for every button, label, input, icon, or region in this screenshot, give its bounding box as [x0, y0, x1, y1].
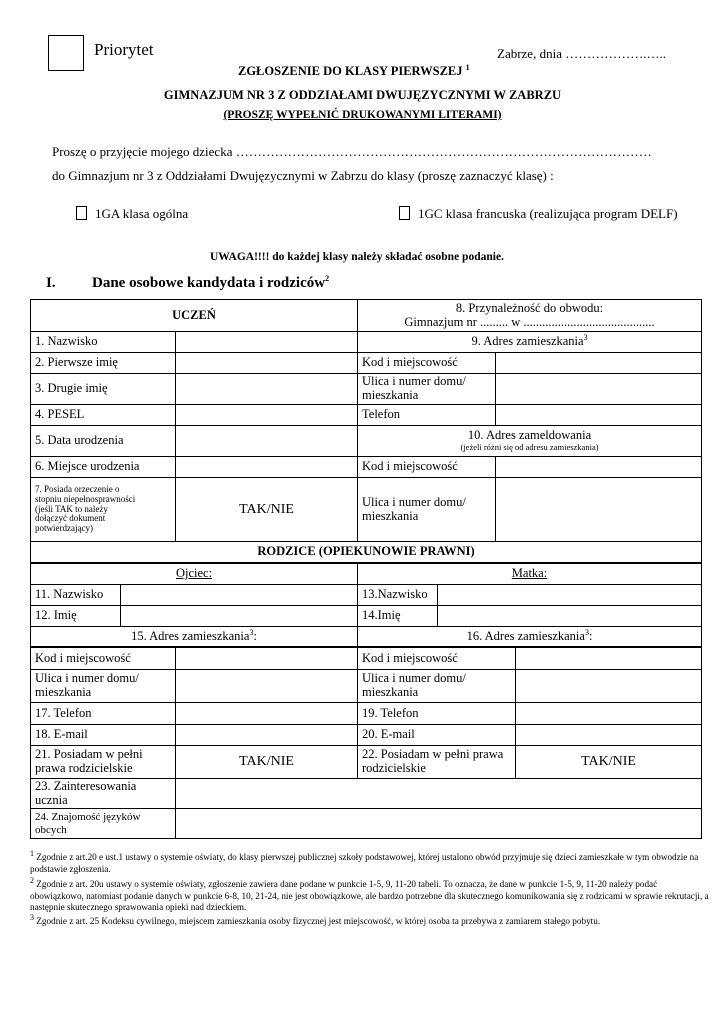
street-label-2: Ulica i numer domu/ mieszkania — [358, 478, 496, 542]
birth-date-input[interactable] — [176, 426, 358, 457]
father-surname-input[interactable] — [121, 585, 358, 606]
mother-surname-label: 13.Nazwisko — [358, 585, 438, 606]
street-input[interactable] — [496, 374, 702, 405]
warning-text: UWAGA!!!! do każdej klasy należy składać osobne podanie. — [210, 251, 504, 263]
surname-label: 1. Nazwisko — [31, 332, 176, 353]
priority-label: Priorytet — [94, 40, 154, 59]
footnote-2: $^2$ Zgodnie z art. 20u ustawy o systemie oświaty, zgłoszenie zawiera dane podane w punkcie 1-5, 9, 11-20 tabeli. To oznacza, że dane w punkcie 1-5, 9, 11-20 należy podać obowiązkowo, natomiast podanie danych w punkcie 6-8, 10, 21-24, nie jest obowiązkowe, ale bardzo potrzebne dla skutecznego komunikowania się z rodzicami w sprawie rekrutacji, a następnie skutecznego sprawowania opieki nad dzieckiem. — [30, 875, 709, 912]
mother-postal-input[interactable] — [516, 648, 702, 670]
postal-city-label-2: Kod i miejscowość — [358, 457, 496, 478]
mother-street-label: Ulica i numer domu/ mieszkania — [358, 670, 516, 703]
father-street-input[interactable] — [176, 670, 358, 703]
option-1gc[interactable]: 1GC klasa francuska (realizująca program DELF) — [399, 206, 678, 222]
birth-place-label: 6. Miejsce urodzenia — [31, 457, 176, 478]
registration-address-header: 10. Adres zameldowania (jeżeli różni się od adresu zamieszkania) — [358, 426, 702, 457]
postal-city-input-2[interactable] — [496, 457, 702, 478]
option-1ga[interactable]: 1GA klasa ogólna — [76, 206, 188, 222]
father-postal-input[interactable] — [176, 648, 358, 670]
mother-phone-input[interactable] — [516, 703, 702, 725]
postal-city-input[interactable] — [496, 353, 702, 374]
district-cell[interactable]: 8. Przynależność do obwodu: Gimnazjum nr ......... w .......................................... — [358, 300, 702, 332]
mother-rights-yes-no[interactable]: TAK/NIE — [516, 746, 702, 779]
mother-rights-label: 22. Posiadam w pełni prawa rodzicielskie — [358, 746, 516, 779]
section-number: I. — [46, 275, 56, 291]
form-title: ZGŁOSZENIE DO KLASY PIERWSZEJ $^1$ — [238, 62, 470, 78]
first-name-input[interactable] — [176, 353, 358, 374]
father-header: Ojciec: — [31, 564, 358, 585]
father-surname-label: 11. Nazwisko — [31, 585, 121, 606]
section-title: Dane osobowe kandydata i rodziców$^2$ — [92, 274, 330, 291]
footnote-3: $^3$ Zgodnie z art. 25 Kodeksu cywilnego, miejscem zamieszkania osoby fizycznej jest miejscowość, w której osoba ta przebywa z zamiarem stałego pobytu. — [30, 912, 601, 926]
father-name-label: 12. Imię — [31, 606, 121, 627]
mother-address-header: 16. Adres zamieszkania$^3$: — [358, 627, 702, 647]
phone-input[interactable] — [496, 405, 702, 426]
pesel-input[interactable] — [176, 405, 358, 426]
child-admission-line: Proszę o przyjęcie mojego dziecka …………………………………………………………………………………… — [52, 144, 652, 159]
birth-place-input[interactable] — [176, 457, 358, 478]
student-header: UCZEŃ — [31, 300, 358, 332]
mother-name-label: 14.Imię — [358, 606, 438, 627]
mother-name-input[interactable] — [438, 606, 702, 627]
residence-address-header: 9. Adres zamieszkania$^3$ — [358, 332, 702, 353]
father-rights-yes-no[interactable]: TAK/NIE — [176, 746, 358, 779]
father-street-label: Ulica i numer domu/ mieszkania — [31, 670, 176, 703]
instruction-title: (PROSZĘ WYPEŁNIĆ DRUKOWANYMI LITERAMI) — [223, 109, 502, 121]
mother-email-label: 20. E-mail — [358, 725, 516, 746]
father-email-input[interactable] — [176, 725, 358, 746]
father-rights-label: 21. Posiadam w pełni prawa rodzicielskie — [31, 746, 176, 779]
checkbox-1ga[interactable] — [76, 206, 87, 220]
father-phone-label: 17. Telefon — [31, 703, 176, 725]
first-name-label: 2. Pierwsze imię — [31, 353, 176, 374]
street-input-2[interactable] — [496, 478, 702, 542]
disability-yes-no[interactable]: TAK/NIE — [176, 478, 358, 542]
father-name-input[interactable] — [121, 606, 358, 627]
mother-header: Matka: — [358, 564, 702, 585]
footnote-1: $^1$ Zgodnie z art.20 e ust.1 ustawy o systemie oświaty, do klasy pierwszej publicznej szkoły podstawowej, której ustalono obwód przyjmuje się dzieci zamieszkałe w tym obwodzie na podstawie zgłoszenia. — [30, 848, 699, 874]
mother-surname-input[interactable] — [438, 585, 702, 606]
father-phone-input[interactable] — [176, 703, 358, 725]
surname-input[interactable] — [176, 332, 358, 353]
school-title: GIMNAZJUM NR 3 Z ODDZIAŁAMI DWUJĘZYCZNYMI W ZABRZU — [163, 88, 562, 102]
mother-postal-label: Kod i miejscowość — [358, 648, 516, 670]
postal-city-label: Kod i miejscowość — [358, 353, 496, 374]
mother-email-input[interactable] — [516, 725, 702, 746]
second-name-label: 3. Drugie imię — [31, 374, 176, 405]
interests-label: 23. Zainteresowania ucznia — [31, 779, 176, 809]
mother-phone-label: 19. Telefon — [358, 703, 516, 725]
father-address-header: 15. Adres zamieszkania$^3$: — [31, 627, 358, 647]
mother-street-input[interactable] — [516, 670, 702, 703]
second-name-input[interactable] — [176, 374, 358, 405]
parents-details-table — [30, 647, 702, 839]
disability-label: 7. Posiada orzeczenie o stopniu niepełnosprawności (jeśli TAK to należy dołączyć dokument potwierdzający) — [31, 478, 176, 542]
interests-input[interactable] — [176, 779, 702, 809]
parents-table — [30, 563, 702, 647]
student-table — [30, 299, 702, 563]
languages-input[interactable] — [176, 809, 702, 839]
place-date: Zabrze, dnia ……………….….. — [497, 46, 666, 61]
parents-header: RODZICE (OPIEKUNOWIE PRAWNI) — [31, 542, 702, 563]
priority-checkbox[interactable] — [48, 35, 84, 71]
father-postal-label: Kod i miejscowość — [31, 648, 176, 670]
phone-label: Telefon — [358, 405, 496, 426]
pesel-label: 4. PESEL — [31, 405, 176, 426]
street-label: Ulica i numer domu/ mieszkania — [358, 374, 496, 405]
languages-label: 24. Znajomość języków obcych — [31, 809, 176, 839]
father-email-label: 18. E-mail — [31, 725, 176, 746]
birth-date-label: 5. Data urodzenia — [31, 426, 176, 457]
checkbox-1gc[interactable] — [399, 206, 410, 220]
class-selection-line: do Gimnazjum nr 3 z Oddziałami Dwujęzycznymi w Zabrzu do klasy (proszę zaznaczyć klasę) : — [52, 168, 554, 183]
